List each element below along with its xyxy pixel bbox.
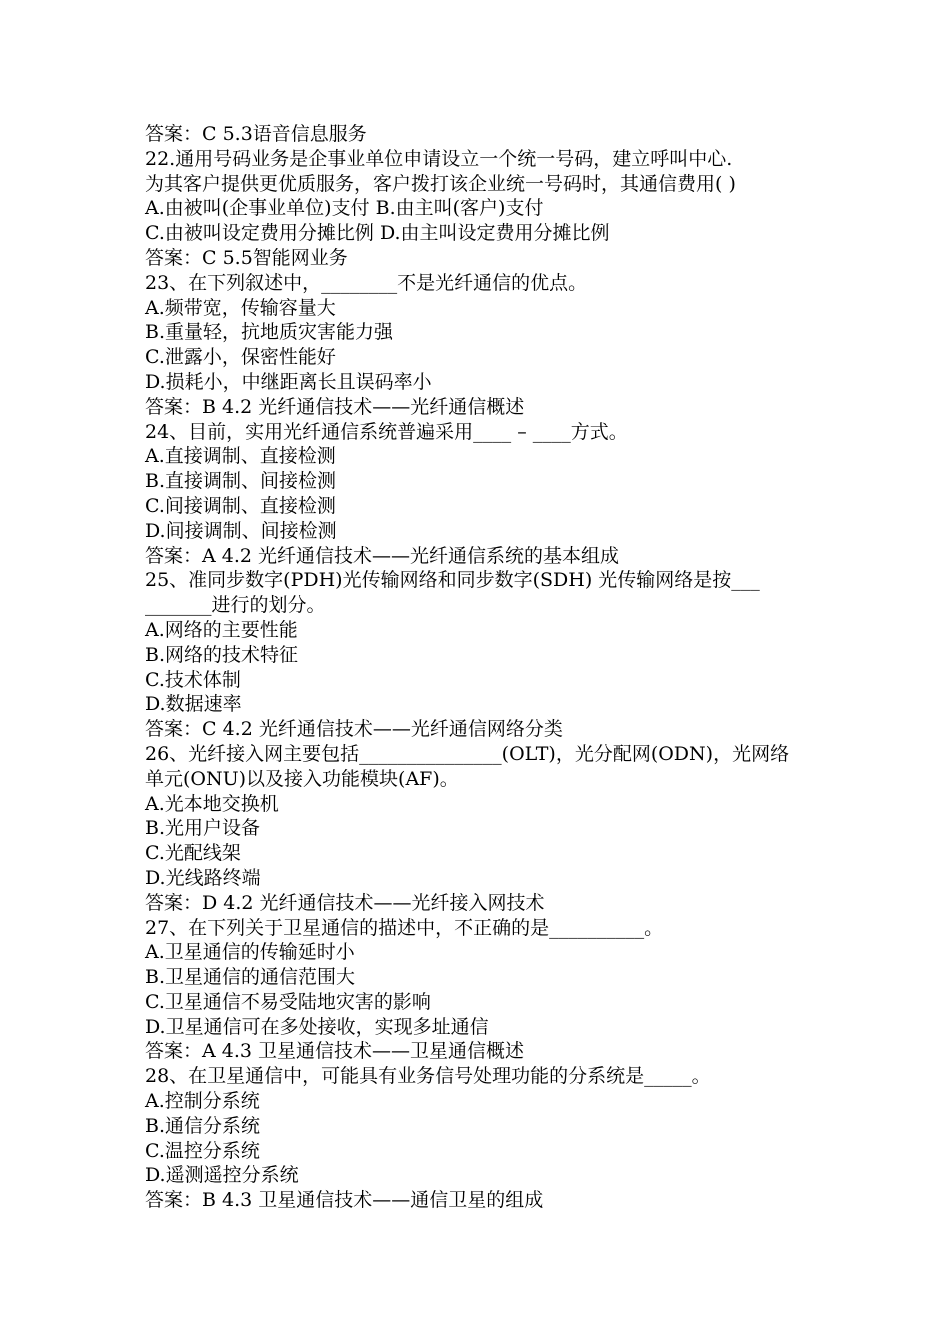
- answer-line-24: 答案：A 4.2 光纤通信技术——光纤通信系统的基本组成: [145, 544, 620, 567]
- answer-line-25: 答案：C 4.2 光纤通信技术——光纤通信网络分类: [145, 718, 563, 741]
- question-23-option-d: D.损耗小，中继距离长且误码率小: [145, 370, 432, 393]
- question-28-option-a: A.控制分系统: [145, 1090, 260, 1113]
- question-25-text-cont: _______进行的划分。: [145, 594, 326, 617]
- question-27-option-b: B.卫星通信的通信范围大: [145, 966, 356, 989]
- question-28-option-b: B.通信分系统: [145, 1114, 261, 1137]
- question-22-text-cont: 为其客户提供更优质服务，客户拨打该企业统一号码时，其通信费用( ): [145, 172, 736, 195]
- question-28-text: 28、在卫星通信中，可能具有业务信号处理功能的分系统是_____。: [145, 1065, 711, 1088]
- question-22-options-ab: A.由被叫(企事业单位)支付 B.由主叫(客户)支付: [145, 197, 544, 220]
- answer-line-22: 答案：C 5.5智能网业务: [145, 246, 348, 269]
- question-26-option-c: C.光配线架: [145, 842, 241, 865]
- question-24-option-d: D.间接调制、间接检测: [145, 519, 337, 542]
- question-26-text-cont: 单元(ONU)以及接入功能模块(AF)。: [145, 767, 459, 790]
- question-26-option-a: A.光本地交换机: [145, 792, 279, 815]
- question-25-option-b: B.网络的技术特征: [145, 643, 299, 666]
- answer-line-23: 答案：B 4.2 光纤通信技术——光纤通信概述: [145, 395, 525, 418]
- question-26-option-d: D.光线路终端: [145, 866, 261, 889]
- question-24-option-a: A.直接调制、直接检测: [145, 445, 336, 468]
- question-28-option-c: C.温控分系统: [145, 1139, 260, 1162]
- answer-line-26: 答案：D 4.2 光纤通信技术——光纤接入网技术: [145, 891, 545, 914]
- question-24-option-c: C.间接调制、直接检测: [145, 494, 336, 517]
- answer-line-28: 答案：B 4.3 卫星通信技术——通信卫星的组成: [145, 1189, 544, 1212]
- question-26-text: 26、光纤接入网主要包括_______________(OLT)，光分配网(ODN)，光网络: [145, 742, 790, 765]
- question-25-text: 25、准同步数字(PDH)光传输网络和同步数字(SDH) 光传输网络是按___: [145, 569, 760, 592]
- question-27-text: 27、在下列关于卫星通信的描述中，不正确的是__________。: [145, 916, 664, 939]
- question-23-option-a: A.频带宽，传输容量大: [145, 296, 336, 319]
- question-22-text: 22.通用号码业务是企事业单位申请设立一个统一号码，建立呼叫中心.: [145, 147, 733, 170]
- question-25-option-a: A.网络的主要性能: [145, 618, 298, 641]
- question-27-option-a: A.卫星通信的传输延时小: [145, 941, 355, 964]
- question-27-option-c: C.卫星通信不易受陆地灾害的影响: [145, 990, 431, 1013]
- question-25-option-c: C.技术体制: [145, 668, 241, 691]
- question-24-option-b: B.直接调制、间接检测: [145, 470, 337, 493]
- question-27-option-d: D.卫星通信可在多处接收，实现多址通信: [145, 1015, 489, 1038]
- question-23-text: 23、在下列叙述中，________不是光纤通信的优点。: [145, 271, 588, 294]
- question-22-options-cd: C.由被叫设定费用分摊比例 D.由主叫设定费用分摊比例: [145, 222, 610, 245]
- question-25-option-d: D.数据速率: [145, 693, 242, 716]
- question-23-option-c: C.泄露小，保密性能好: [145, 346, 336, 369]
- question-26-option-b: B.光用户设备: [145, 817, 261, 840]
- answer-line-21: 答案：C 5.3语音信息服务: [145, 123, 367, 145]
- answer-line-27: 答案：A 4.3 卫星通信技术——卫星通信概述: [145, 1040, 525, 1063]
- document-body: [145, 122, 825, 1213]
- question-28-option-d: D.遥测遥控分系统: [145, 1164, 299, 1187]
- question-23-option-b: B.重量轻，抗地质灾害能力强: [145, 321, 394, 344]
- question-24-text: 24、目前，实用光纤通信系统普遍采用____ – ____方式。: [145, 420, 628, 443]
